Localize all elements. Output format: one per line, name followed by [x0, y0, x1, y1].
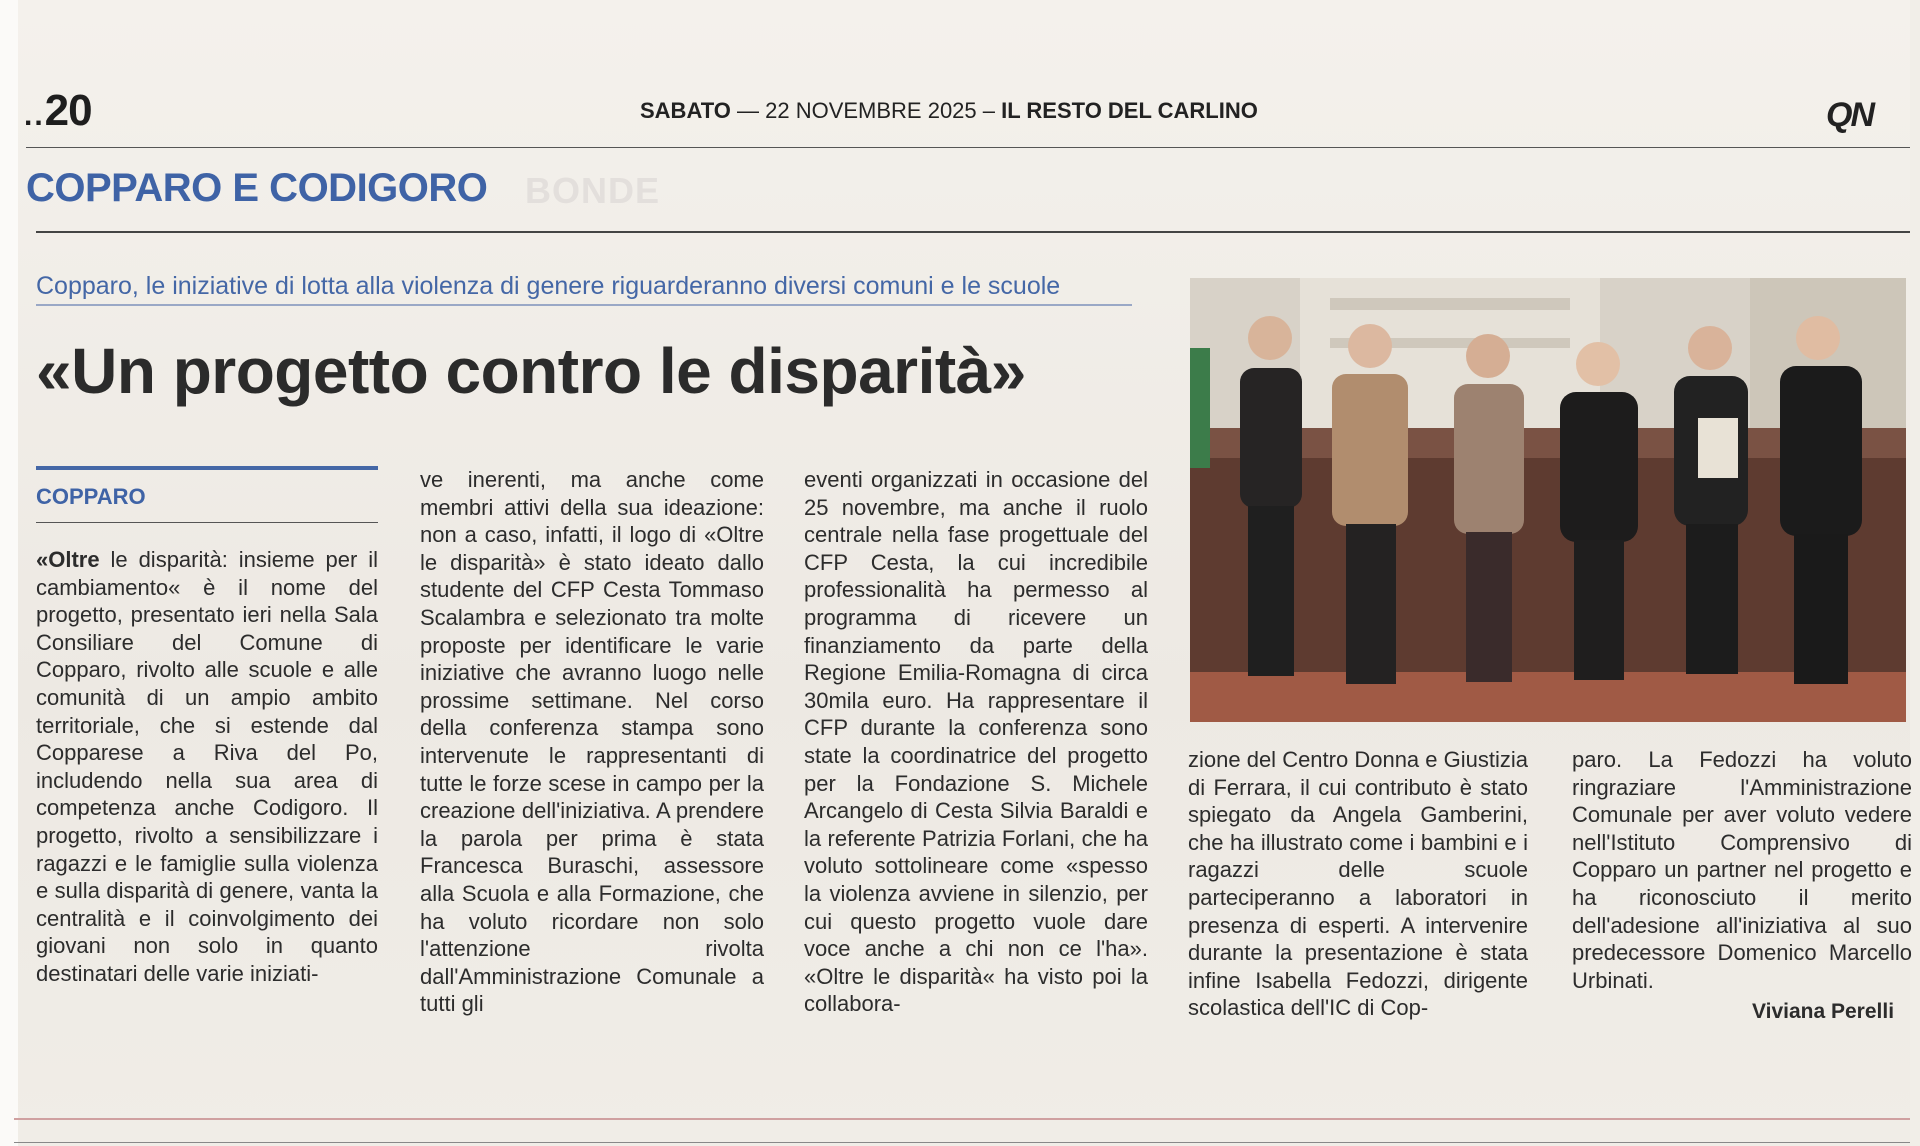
- article-column-1: [36, 546, 378, 988]
- location-rule: [36, 522, 378, 523]
- page-edge: [0, 0, 18, 1146]
- column-1-text: le disparità: insieme per il cambiamento« è il nome del progetto, presentato ieri nella Sala Consiliare del Comune di Copparo, rivolto alle scuole e alle comunità di un ampio ambito territoriale, che si estende dal Copparese a Riva del Po, includendo nella sua area di competenza anche Codigoro. Il progetto, rivolto a sensibilizzare i ragazzi e le famiglie sulla violenza e sulla disparità di genere, vanta la centralità e il coinvolgimento dei giovani non solo in quanto destinatari delle varie iniziati-: [36, 547, 378, 986]
- group-photo: [1190, 278, 1906, 722]
- article-column-2: ve inerenti, ma anche come membri attivi della sua ideazione: non a caso, infatti, il logo di «Oltre le disparità» è stato ideato dallo studente del CFP Cesta Tommaso Scalambra e selezionato tra molte proposte per identificare le varie iniziative che avranno luogo nelle prossime settimane. Nel corso della conferenza stampa sono intervenute le rappresentanti di tutte le forze scese in campo per la creazione dell'iniziativa. A prendere la parola per prima è stata Francesca Buraschi, assessore alla Scuola e alla Formazione, che ha voluto ricordare non solo l'attenzione rivolta dall'Amministrazione Comunale a tutti gli: [420, 467, 764, 1017]
- article-location: COPPARO: [36, 484, 146, 509]
- person-1: [1240, 316, 1302, 676]
- article-photo: [1190, 278, 1906, 722]
- dateline-separator: —: [736, 98, 759, 123]
- article-column-4: zione del Centro Donna e Giustizia di Ferrara, il cui contributo è stato spiegato da Angela Gamberini, che ha illustrato come i bambini e i ragazzi delle scuole parteciperanno a laboratori in presenza di esperti. A intervenire durante la presentazione è stata infine Isabella Fedozzi, dirigente scolastica dell'IC di Cop-: [1188, 747, 1528, 1021]
- article-byline: Viviana Perelli: [1752, 1000, 1895, 1023]
- bottom-rule: [14, 1118, 1910, 1120]
- article-column-3: eventi organizzati in occasione del 25 novembre, ma anche il ruolo centrale nella fase progettuale del CFP Cesta, la cui incredibile professionalità ha permesso al programma di ricevere un finanziamento da parte della Regione Emilia-Romagna di circa 30mila euro. Ha rappresentare il CFP durante la conferenza sono state la coordinatrice del progetto per la Fondazione S. Michele Arcangelo di Cesta Silvia Baraldi e la referente Patrizia Forlani, che ha voluto sottolineare come «spesso la violenza avviene in silenzio, per cui questo progetto vuole dare voce anche a chi non ce l'ha». «Oltre le disparità« ha visto poi la collabora-: [804, 467, 1148, 1017]
- location-bar: [36, 466, 378, 470]
- article-kicker: Copparo, le iniziative di lotta alla violenza di genere riguarderanno diversi comuni e le scuole: [36, 272, 1061, 300]
- kicker-underline: [36, 304, 1132, 306]
- article-headline: «Un progetto contro le disparità»: [36, 335, 1026, 407]
- section-ghost-text: BONDE: [525, 170, 661, 211]
- dateline-day: SABATO: [640, 98, 731, 123]
- dateline: [640, 98, 1258, 124]
- dateline-newspaper: IL RESTO DEL CARLINO: [1001, 98, 1258, 123]
- article-column-5: paro. La Fedozzi ha voluto ringraziare l'Amministrazione Comunale per aver voluto vedere nell'Istituto Comprensivo di Copparo un partner nel progetto e ha riconosciuto il merito dell'adesione all'iniziativa al suo predecessore Domenico Marcello Urbinati.: [1572, 747, 1912, 993]
- qn-logo: QN: [1826, 96, 1873, 134]
- section-title: COPPARO E CODIGORO: [26, 166, 488, 210]
- bottom-edge-rule: [14, 1142, 1910, 1143]
- section-rule: [36, 231, 1910, 233]
- page-number: ..20: [24, 86, 92, 135]
- dateline-date: 22 NOVEMBRE 2025: [765, 98, 977, 123]
- header-rule: [26, 147, 1910, 148]
- dateline-separator-2: –: [982, 98, 996, 123]
- lead-word: «Oltre: [36, 547, 100, 572]
